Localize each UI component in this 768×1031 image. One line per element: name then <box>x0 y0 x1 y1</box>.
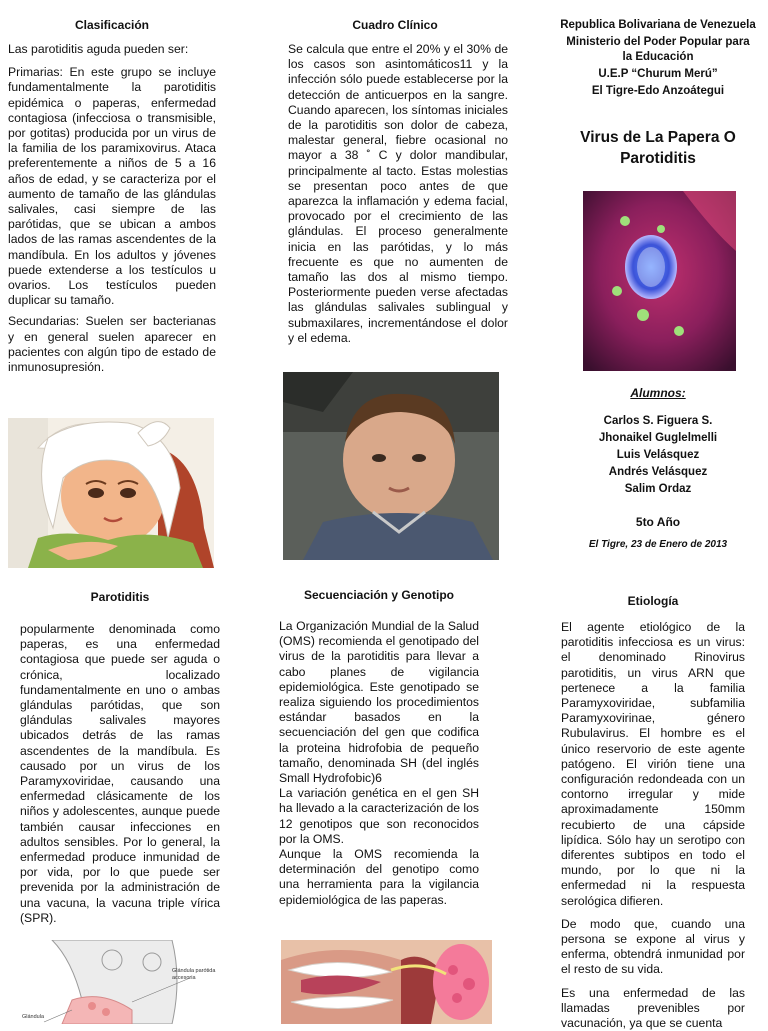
virus-image <box>583 191 736 371</box>
column-etiologia <box>561 594 745 1031</box>
paragraph-primarias: Primarias: En este grupo se incluye fundamentalmente la parotiditis epidémica o paperas, enfermedad contagiosa (infecciosa o transmisible, por gotitas) producida por un virus de la familia de los paramixovirus. Ataca preferentemente a niños de 5 a 16 años de edad, y se caracteriza por el aumento de tamaño de las glándulas salivales, casi siempre de las parótidas, que se ubican a ambos lados de las ramas ascendentes de la mandíbula. En los adultos y jóvenes puede extenderse a los testículos u ovarios. Los testículos pueden duplicar su tamaño. <box>8 65 216 308</box>
students-block <box>560 386 756 550</box>
column-clasificacion <box>8 18 216 375</box>
diagram-label: Glándula <box>22 1014 45 1020</box>
paragraph-etiologia-3: Es una enfermedad de las llamadas prevenibles por vacunación, ya que se cuenta <box>561 985 745 1031</box>
paragraph-secuenciacion-3: Aunque la OMS recomienda la determinación del genotipo como una herramienta para la vigilancia epidemiológica de las paperas. <box>279 847 479 907</box>
salivary-gland-diagram <box>22 940 222 1024</box>
diagram-label: Glándula parótida accesoria <box>172 968 216 981</box>
student-name: Andrés Velásquez <box>608 466 708 478</box>
child-with-mumps-illustration <box>8 418 214 568</box>
heading-cuadro-clinico: Cuadro Clínico <box>352 18 438 32</box>
heading-secuenciacion: Secuenciación y Genotipo <box>303 588 455 602</box>
paragraph-secuenciacion-1: La Organización Mundial de la Salud (OMS) recomienda el genotipado del virus de la parotiditis para llevar a cabo planes de vigilancia epidemiológica. Este genotipado se realiza siguiendo los procedimientos estándar basados en la secuenciación del gen que codifica la proteina hidrofobia de pequeño tamaño, denominada SH (del inglés Small Hydrofobic)6 <box>279 619 479 786</box>
column-parotiditis <box>20 590 220 926</box>
paragraph-cuadro-clinico: Se calcula que entre el 20% y el 30% de los casos son asintomáticos11 y la infección sólo puede establecerse por la detección de anticuerpos en la sangre. Cuando aparecen, los síntomas iniciales de la parotiditis son dolor de cabeza, malestar general, fiebre ocasional no mayor a 38 ˚ C y dolor mandibular, principalmente al tacto. Estas molestias se presentan poco antes de que aparezca la inflamación y edema facial, provocado por el crecimiento de las glándulas. El proceso generalmente inicia en las parótidas, y lo más frecuente es que no aumenten de tamaño las dos al mismo tiempo. Posteriormente pueden verse afectadas las glándulas salivales sublingual y submaxilares, incrementándose el dolor y el edema. <box>288 42 508 345</box>
institution-line: Republica Bolivariana de Venezuela <box>560 19 756 31</box>
student-name: Jhonaikel Guglelmelli <box>598 432 718 444</box>
column-secuenciacion <box>279 588 479 908</box>
paragraph-secuenciacion-2: La variación genética en el gen SH ha llevado a la caracterización de los 12 genotipos que son reconocidos por la OMS. <box>279 786 479 846</box>
document-title: Virus de La Papera O Parotiditis <box>580 129 736 167</box>
column-cuadro-clinico <box>282 18 508 346</box>
institution-line: Ministerio del Poder Popular para la Educación <box>566 36 750 63</box>
paragraph-secundarias: Secundarias: Suelen ser bacterianas y en general suelen aparecer en pacientes con algún tipo de estado de inmunosupresión. <box>8 314 216 375</box>
column-cover <box>560 18 756 169</box>
institution-line: El Tigre-Edo Anzoátegui <box>591 85 725 97</box>
student-name: Carlos S. Figuera S. <box>603 415 713 427</box>
grade: 5to Año <box>635 515 681 529</box>
heading-clasificacion: Clasificación <box>74 18 150 32</box>
child-photo <box>283 372 499 560</box>
date: El Tigre, 23 de Enero de 2013 <box>588 539 728 550</box>
heading-etiologia: Etiología <box>627 594 679 608</box>
heading-parotiditis: Parotiditis <box>90 590 150 604</box>
paragraph-parotiditis: popularmente denominada como paperas, es una enfermedad contagiosa que puede ser aguda o crónica, localizado fundamentalmente en uno o ambas glándulas parótidas, que son glándulas salivales mayores ubicados detrás de las ramas ascendentes de la mandíbula. Es causado por un virus de los Paramyxoviridae, causando una enfermedad clásicamente de los niños y adolescentes, aunque puede también causar infecciones en adultos sensibles. Por lo general, la enfermedad produce inmunidad de por vida, por lo que puede ser prevenida por la administración de una vacuna, la vacuna triple vírica (SPR). <box>20 622 220 925</box>
student-name: Salim Ordaz <box>624 483 692 495</box>
paragraph-intro: Las parotiditis aguda pueden ser: <box>8 42 189 56</box>
paragraph-etiologia-1: El agente etiológico de la parotiditis infecciosa es un virus: el denominado Rinovirus parotiditis, un virus ARN que pertenece a la familia Paramyxoviridae, subfamilia Paramyxovirinae, género Rubulavirus. El hombre es el único reservorio de este agente patógeno. El virión tiene una configuración redondeada con un contorno irregular y mide aproximadamente 150mm recubierto de una cápside lipídica. Sólo hay un serotipo con diferentes subtipos en todo el mundo, por lo que ni la enfermedad ni la respuesta serológica difieren. <box>561 620 745 908</box>
paragraph-etiologia-2: De modo que, cuando una persona se expone al virus y enferma, obtendrá inmunidad por el resto de su vida. <box>561 916 745 977</box>
student-name: Luis Velásquez <box>616 449 700 461</box>
students-label: Alumnos: <box>630 386 686 400</box>
mouth-gland-image <box>281 940 492 1024</box>
institution-line: U.E.P “Churum Merú” <box>598 68 718 80</box>
